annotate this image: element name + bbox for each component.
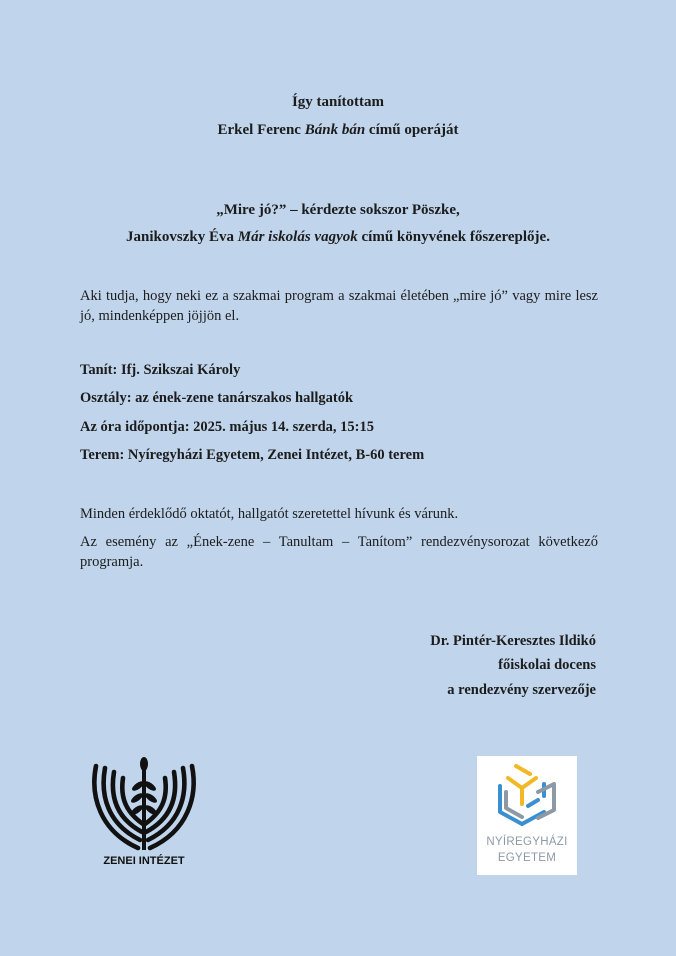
nye-label-line2: EGYETEM — [497, 852, 557, 864]
composer-text: Erkel Ferenc — [217, 122, 305, 138]
invitation-paragraph: Minden érdeklődő oktatót, hallgatót szeretettel hívunk és várunk. — [80, 506, 459, 522]
series-paragraph: Az esemény az „Ének-zene – Tanultam – Tanítom” rendezvénysorozat következő programja. — [80, 534, 598, 570]
subtitle-suffix: című operáját — [365, 122, 459, 138]
quote-source — [0, 229, 676, 246]
zenei-intezet-label: ZENEI INTÉZET — [103, 855, 185, 867]
teacher-line: Tanít: Ifj. Szikszai Károly — [80, 362, 241, 378]
quote-line: „Mire jó?” – kérdezte sokszor Pöszke, — [216, 202, 460, 218]
signature-name: Dr. Pintér-Keresztes Ildikó — [430, 633, 596, 649]
signature-title: főiskolai docens — [498, 657, 596, 673]
nye-emblem-icon — [494, 762, 560, 832]
time-line: Az óra időpontja: 2025. május 14. szerda, 15:15 — [80, 419, 375, 435]
intro-paragraph: Aki tudja, hogy neki ez a szakmai program a szakmai életében „mire jó” vagy mire lesz jó, mindenképpen jöjjön el. — [80, 288, 598, 324]
signature-role: a rendezvény szervezője — [447, 682, 596, 698]
class-line: Osztály: az ének-zene tanárszakos hallgatók — [80, 390, 354, 406]
event-subtitle — [0, 122, 676, 139]
opera-title: Bánk bán — [304, 122, 366, 138]
event-title: Így tanítottam — [291, 94, 385, 110]
quote-suffix: című könyvének főszereplője. — [357, 229, 550, 245]
book-title: Már iskolás vagyok — [237, 229, 358, 245]
author-text: Janikovszky Éva — [126, 229, 238, 245]
nye-label-line1: NYÍREGYHÁZI — [486, 836, 568, 848]
nyiregyhazi-egyetem-logo — [477, 756, 577, 875]
room-line: Terem: Nyíregyházi Egyetem, Zenei Intézet, B-60 terem — [80, 447, 425, 463]
